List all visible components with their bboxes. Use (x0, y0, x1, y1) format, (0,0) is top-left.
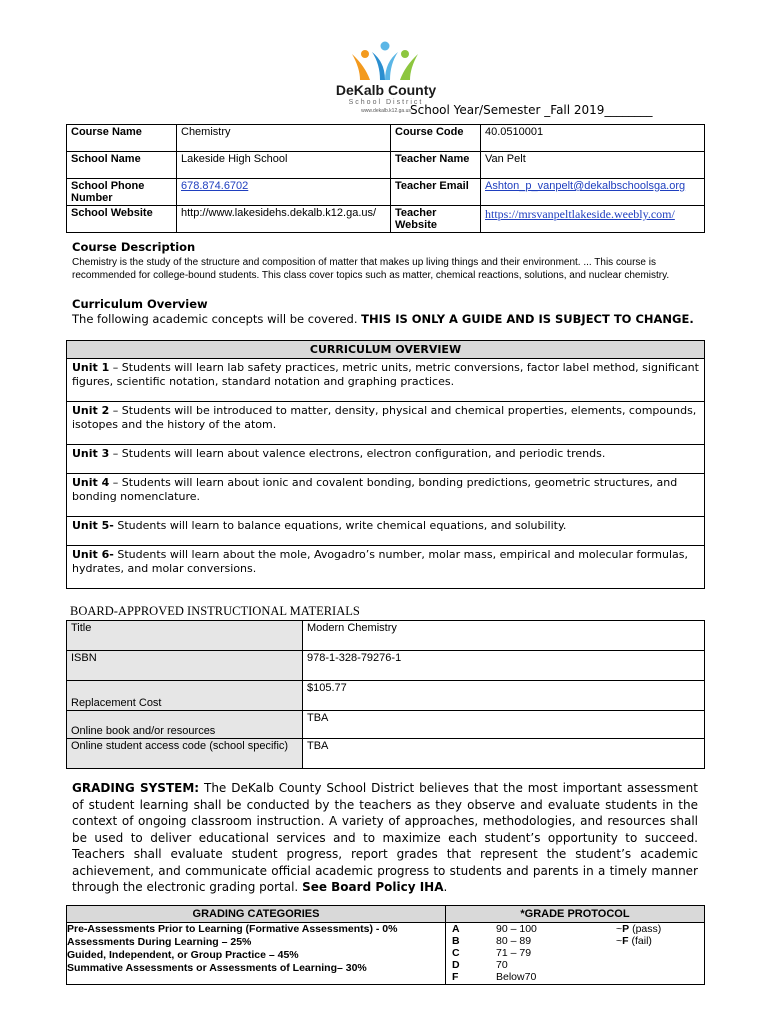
material-key: Title (67, 621, 303, 651)
grade-protocol-header: *GRADE PROTOCOL (446, 906, 705, 923)
course-name-label: Course Name (67, 125, 177, 152)
curriculum-table (66, 340, 705, 589)
material-key: Online book and/or resources (67, 711, 303, 739)
course-name: Chemistry (177, 125, 391, 152)
teacher-email-link[interactable]: Ashton_p_vanpelt@dekalbschoolsga.org (485, 180, 686, 192)
teacher-website-label: Teacher Website (391, 206, 481, 233)
school-year: School Year/Semester _Fall 2019________ (410, 103, 653, 117)
curriculum-heading: Curriculum Overview (72, 297, 208, 311)
teacher-website-link[interactable]: https://mrsvanpeltlakeside.weebly.com/ (485, 207, 675, 221)
grading-category: Assessments During Learning – 25% (67, 936, 252, 948)
brand-name: DeKalb County (335, 82, 437, 98)
course-code: 40.0510001 (481, 125, 705, 152)
materials-heading: BOARD-APPROVED INSTRUCTIONAL MATERIALS (70, 604, 360, 618)
grading-system-text (72, 780, 698, 896)
material-value: $105.77 (303, 681, 705, 711)
unit-label: Unit 6- (72, 548, 114, 561)
unit-text: Students will learn to balance equations, write chemical equations, and solubility. (113, 519, 567, 532)
grading-end: . (443, 880, 448, 894)
unit-row (67, 546, 705, 589)
course-description-text: Chemistry is the study of the structure and composition of matter that makes up living things and their environment. ... This course is recommended for college-bound students. This class cover topics such as matter, chemical reactions, solutions, and nuclear chemistry. (72, 257, 670, 281)
material-key: Online student access code (school specific) (67, 739, 303, 769)
grade-protocol (446, 923, 705, 985)
brand-sub: School District (348, 99, 424, 106)
unit-text: – Students will learn about ionic and covalent bonding, bonding predictions, geometric structures, and bonding nomenclature. (72, 476, 678, 503)
grading-category: Summative Assessments or Assessments of Learning– 30% (67, 962, 367, 974)
grade-row: D 70 (452, 959, 508, 971)
school-website: http://www.lakesidehs.dekalb.k12.ga.us/ (177, 206, 391, 233)
material-key: ISBN (67, 651, 303, 681)
grade-row: F Below70 (452, 971, 537, 983)
school-phone-link[interactable]: 678.874.6702 (181, 180, 249, 192)
grading-system-label: GRADING SYSTEM: (72, 781, 200, 795)
unit-row (67, 445, 705, 474)
unit-row (67, 402, 705, 445)
grade-row: C 71 – 79 (452, 947, 532, 959)
unit-label: Unit 4 (72, 476, 110, 489)
teacher-name: Van Pelt (481, 152, 705, 179)
teacher-email-label: Teacher Email (391, 179, 481, 206)
school-website-label: School Website (67, 206, 177, 233)
course-description-heading: Course Description (72, 240, 196, 254)
board-policy: See Board Policy IHA (302, 880, 444, 894)
unit-text: – Students will learn about valence electrons, electron configuration, and periodic trends. (109, 447, 606, 460)
material-value: 978-1-328-79276-1 (303, 651, 705, 681)
brand-url: www.dekalb.k12.ga.us (361, 108, 411, 114)
course-info-table (66, 124, 705, 233)
unit-label: Unit 3 (72, 447, 110, 460)
grading-category: Guided, Independent, or Group Practice – 45% (67, 949, 299, 961)
school-name-label: School Name (67, 152, 177, 179)
material-value: TBA (303, 739, 705, 769)
unit-text: Students will learn about the mole, Avogadro’s number, molar mass, empirical and molecular formulas, hydrates, and molar conversions. (72, 548, 688, 575)
grade-row: A 90 – 100 ~P (pass) (452, 923, 662, 935)
unit-label: Unit 1 (72, 361, 110, 374)
grading-category: Pre-Assessments Prior to Learning (Formative Assessments) - 0% (67, 923, 398, 935)
material-key: Replacement Cost (67, 681, 303, 711)
curriculum-intro-text: The following academic concepts will be covered. (72, 312, 358, 326)
materials-table (66, 620, 705, 769)
school-phone-label: School Phone Number (67, 179, 177, 206)
material-value: TBA (303, 711, 705, 739)
curriculum-disclaimer: THIS IS ONLY A GUIDE AND IS SUBJECT TO CHANGE. (361, 312, 694, 326)
grading-categories-header: GRADING CATEGORIES (67, 906, 446, 923)
course-code-label: Course Code (391, 125, 481, 152)
school-name: Lakeside High School (177, 152, 391, 179)
material-value: Modern Chemistry (303, 621, 705, 651)
teacher-name-label: Teacher Name (391, 152, 481, 179)
curriculum-table-header: CURRICULUM OVERVIEW (67, 341, 705, 359)
grade-row: B 80 – 89 ~F (fail) (452, 935, 652, 947)
unit-row (67, 474, 705, 517)
unit-label: Unit 2 (72, 404, 110, 417)
unit-text: – Students will learn lab safety practices, metric units, metric conversions, factor label method, significant figures, scientific notation, standard notation and graphing practices. (72, 361, 699, 388)
curriculum-intro (72, 312, 694, 326)
grading-table (66, 905, 705, 985)
grading-system-body: The DeKalb County School District believes that the most important assessment of student learning shall be conducted by the teachers as they observe and evaluate students in the context of ongoing classroom instruction. A variety of approaches, methodologies, and resources shall be used to deliver educational services and to maximize each student’s opportunity to succeed. Teachers shall evaluate student progress, report grades that represent the student’s academic achievement, and communicate official academic progress to students and parents in a timely manner through the electronic grading portal. (72, 781, 698, 894)
unit-row (67, 517, 705, 546)
unit-label: Unit 5- (72, 519, 114, 532)
grading-categories (67, 923, 446, 985)
unit-text: – Students will be introduced to matter, density, physical and chemical properties, elements, compounds, isotopes and the history of the atom. (72, 404, 697, 431)
unit-row (67, 359, 705, 402)
